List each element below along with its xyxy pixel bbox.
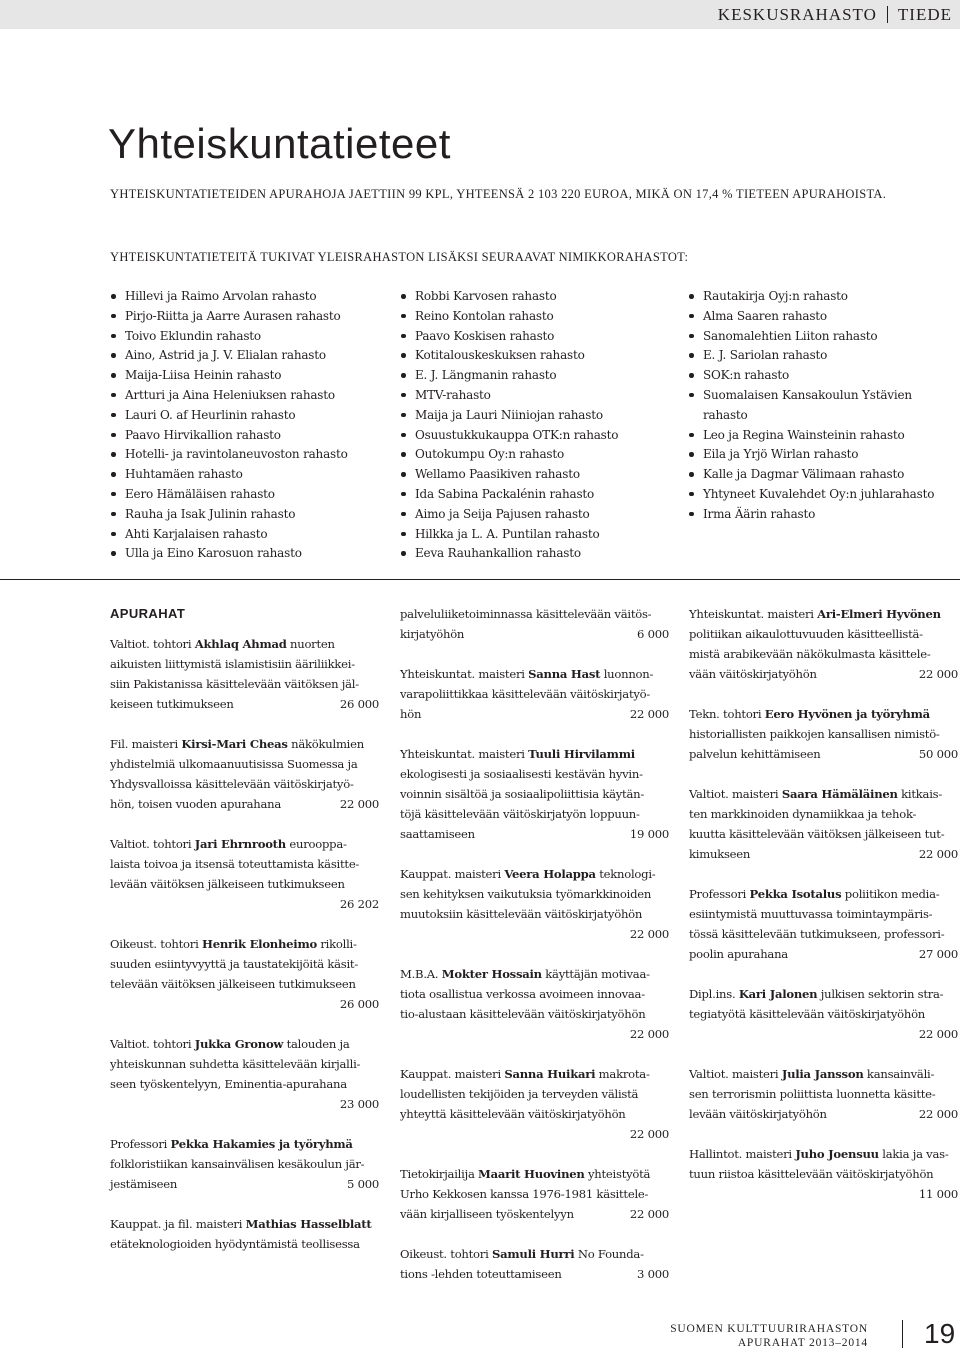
grant-entry — [689, 1144, 958, 1204]
grant-amount: 26 000 — [339, 697, 379, 711]
grant-amount: 22 000 — [629, 1027, 669, 1041]
grant-entry — [110, 734, 379, 814]
grant-title-prefix: M.B.A. — [400, 967, 442, 981]
grant-text: lakia ja vas- — [878, 1147, 949, 1161]
grant-text: politiikan aikaulottuvuuden käsitteellistä- — [689, 627, 923, 641]
fund-item: Aino, Astrid ja J. V. Elialan rahasto — [110, 346, 348, 366]
grant-title-prefix: Hallintot. maisteri — [689, 1147, 796, 1161]
grant-entry — [689, 784, 958, 864]
fund-item: Lauri O. af Heurlinin rahasto — [110, 406, 348, 426]
grant-title-prefix: Tietokirjailija — [400, 1167, 479, 1181]
fund-item: Eero Hämäläisen rahasto — [110, 485, 348, 505]
footer-line-2: APURAHAT 2013–2014 — [737, 1337, 868, 1349]
grant-amount: 22 000 — [629, 1207, 669, 1221]
grant-text: palvelun kehittämiseen — [689, 747, 821, 761]
grant-text: tössä käsittelevään tutkimukseen, professori- — [689, 927, 945, 941]
grant-text: saattamiseen — [400, 827, 475, 841]
grant-text: tions -lehden toteuttamiseen — [400, 1267, 562, 1281]
grant-text: levään väitöskirjatyöhön — [689, 1107, 827, 1121]
grantee-name: Julia Jansson — [781, 1067, 864, 1081]
fund-item: Pirjo-Riitta ja Aarre Aurasen rahasto — [110, 307, 348, 327]
grants-heading: APURAHAT — [110, 606, 186, 621]
fund-item: Kotitalouskeskuksen rahasto — [400, 346, 618, 366]
grant-title-prefix: Dipl.ins. — [689, 987, 739, 1001]
grantee-name: Sanna Huikari — [504, 1067, 596, 1081]
grantee-name: Pekka Hakamies ja työryhmä — [170, 1137, 353, 1151]
fund-item: Toivo Eklundin rahasto — [110, 327, 348, 347]
grant-text: mistä arabikevään näkökulmasta käsittele- — [689, 647, 931, 661]
fund-item: Huhtamäen rahasto — [110, 465, 348, 485]
grantee-name: Veera Holappa — [504, 867, 596, 881]
grant-text: kansainväli- — [863, 1067, 935, 1081]
grant-amount: 22 000 — [629, 707, 669, 721]
grant-amount: 22 000 — [918, 1107, 958, 1121]
grant-amount: 22 000 — [629, 1127, 669, 1141]
grant-title-prefix: Valtiot. tohtori — [110, 1037, 195, 1051]
grant-text: loudellisten tekijöiden ja terveyden välistä — [400, 1087, 639, 1101]
grant-entry — [110, 1134, 379, 1194]
fund-item-line: rahasto — [703, 407, 748, 422]
grant-text: eurooppa- — [285, 837, 347, 851]
grant-title-prefix: Valtiot. maisteri — [689, 1067, 782, 1081]
fund-item: Outokumpu Oy:n rahasto — [400, 445, 618, 465]
grant-amount: 3 000 — [637, 1267, 669, 1281]
grant-text: vään kirjalliseen työskentelyyn — [400, 1207, 574, 1221]
header-section-label — [718, 5, 952, 25]
grant-entry — [689, 604, 958, 684]
grantee-name: Ari-Elmeri Hyvönen — [817, 607, 941, 621]
grantee-name: Mokter Hossain — [441, 967, 542, 981]
fund-item: Paavo Hirvikallion rahasto — [110, 426, 348, 446]
grantee-name: Jari Ehrnrooth — [194, 837, 286, 851]
grantee-name: Juho Joensuu — [795, 1147, 879, 1161]
grantee-name: Akhlaq Ahmad — [194, 637, 287, 651]
grants-column-1 — [110, 604, 379, 1274]
grant-entry — [400, 1244, 669, 1284]
grant-text: makrota- — [595, 1067, 650, 1081]
grant-title-prefix: Yhteiskuntat. maisteri — [689, 607, 818, 621]
footer-divider — [902, 1320, 903, 1348]
fund-item: Hotelli- ja ravintolaneuvoston rahasto — [110, 445, 348, 465]
grant-text: jestämiseen — [110, 1177, 178, 1191]
grant-entry — [110, 934, 379, 1014]
section-divider — [0, 579, 960, 580]
fund-item: E. J. Längmanin rahasto — [400, 366, 618, 386]
grant-text: palveluliiketoiminnassa käsittelevään väitös- — [400, 607, 652, 621]
grant-title-prefix: Fil. maisteri — [110, 737, 182, 751]
grant-text: rikolli- — [316, 937, 357, 951]
fund-item: Hillevi ja Raimo Arvolan rahasto — [110, 287, 348, 307]
funds-column-3 — [688, 287, 934, 525]
fund-item: Hilkka ja L. A. Puntilan rahasto — [400, 525, 618, 545]
fund-item: Rauha ja Isak Julinin rahasto — [110, 505, 348, 525]
grantee-name: Samuli Hurri — [491, 1247, 575, 1261]
grant-title-prefix: Professori — [110, 1137, 171, 1151]
grant-entry — [400, 964, 669, 1044]
grant-amount: 27 000 — [918, 947, 958, 961]
grant-text: yhteiskunnan suhdetta käsittelevään kirjalli- — [110, 1057, 361, 1071]
grant-title-prefix: Oikeust. tohtori — [400, 1247, 492, 1261]
grant-text: kuutta käsittelevään väitöksen jälkeiseen tut- — [689, 827, 945, 841]
fund-item: Rautakirja Oyj:n rahasto — [688, 287, 934, 307]
grant-text: tio-alustaan käsittelevään väitöskirjatyöhön — [400, 1007, 646, 1021]
grant-amount: 11 000 — [918, 1187, 958, 1201]
grant-title-prefix: Oikeust. tohtori — [110, 937, 202, 951]
grant-text: ekologisesti ja sosiaalisesti kestävän hyvin- — [400, 767, 643, 781]
grant-text: muutoksiin käsittelevään väitöskirjatyöhön — [400, 907, 643, 921]
grant-text: historiallisten paikkojen kansallisen nimistö- — [689, 727, 940, 741]
header-section: KESKUSRAHASTO — [717, 5, 877, 24]
funds-column-2 — [400, 287, 618, 564]
grant-text: yhdistelmiä ulkomaanuutisissa Suomessa ja — [110, 757, 358, 771]
fund-item: Sanomalehtien Liiton rahasto — [688, 327, 934, 347]
grant-title-prefix: Tekn. tohtori — [689, 707, 765, 721]
grant-text: laista toivoa ja itsensä toteuttamista käsitte- — [110, 857, 360, 871]
grant-amount: 26 000 — [339, 997, 379, 1011]
fund-item: Kalle ja Dagmar Välimaan rahasto — [688, 465, 934, 485]
fund-item: Reino Kontolan rahasto — [400, 307, 618, 327]
grant-text: käyttäjän motivaa- — [541, 967, 650, 981]
grant-entry — [110, 834, 379, 914]
grant-text: kitkais- — [897, 787, 943, 801]
grant-title-prefix: Kauppat. ja fil. maisteri — [110, 1217, 246, 1231]
fund-item: Paavo Koskisen rahasto — [400, 327, 618, 347]
fund-item-line: Suomalaisen Kansakoulun Ystävien — [703, 387, 912, 402]
grantee-name: Henrik Elonheimo — [201, 937, 317, 951]
grant-text: No Founda- — [574, 1247, 644, 1261]
grant-text: luonnon- — [600, 667, 654, 681]
fund-item: Ulla ja Eino Karosuon rahasto — [110, 544, 348, 564]
grant-text: levään väitöksen jälkeiseen tutkimukseen — [110, 877, 345, 891]
grant-entry — [689, 704, 958, 764]
grant-entry — [110, 1214, 379, 1254]
grant-title-prefix: Kauppat. maisteri — [400, 1067, 505, 1081]
grant-text: nuorten — [286, 637, 335, 651]
grant-text: yhteistyötä — [584, 1167, 651, 1181]
grant-entry — [689, 884, 958, 964]
grantee-name: Pekka Isotalus — [749, 887, 842, 901]
fund-item: Aimo ja Seija Pajusen rahasto — [400, 505, 618, 525]
grant-text: talouden ja — [283, 1037, 350, 1051]
grant-title-prefix: Yhteiskuntat. maisteri — [400, 747, 529, 761]
grant-text: folkloristiikan kansainvälisen kesäkoulun jär- — [110, 1157, 365, 1171]
grant-amount: 22 000 — [629, 927, 669, 941]
grantee-name: Saara Hämäläinen — [781, 787, 898, 801]
grant-title-prefix: Yhteiskuntat. maisteri — [400, 667, 529, 681]
grant-text: töjä käsittelevään väitöskirjatyön loppuun- — [400, 807, 640, 821]
header-divider — [887, 6, 888, 23]
grant-title-prefix: Kauppat. maisteri — [400, 867, 505, 881]
grant-entry — [400, 744, 669, 844]
fund-item: Alma Saaren rahasto — [688, 307, 934, 327]
grant-text: teknologi- — [595, 867, 656, 881]
header-category: TIEDE — [897, 5, 952, 24]
fund-item: Ida Sabina Packalénin rahasto — [400, 485, 618, 505]
grant-text: hön — [400, 707, 422, 721]
fund-item: Irma Äärin rahasto — [688, 505, 934, 525]
grant-amount: 22 000 — [918, 667, 958, 681]
grants-column-2 — [400, 604, 669, 1304]
grant-entry — [689, 1064, 958, 1124]
grant-amount: 26 202 — [339, 897, 379, 911]
grant-text: keiseen tutkimukseen — [110, 697, 234, 711]
grant-title-prefix: Professori — [689, 887, 750, 901]
grant-entry — [400, 1064, 669, 1144]
grant-amount: 6 000 — [637, 627, 669, 641]
grant-title-prefix: Valtiot. tohtori — [110, 837, 195, 851]
footer-publication — [670, 1322, 868, 1350]
fund-item: Leo ja Regina Wainsteinin rahasto — [688, 426, 934, 446]
grant-amount: 19 000 — [629, 827, 669, 841]
page-title: Yhteiskuntatieteet — [108, 120, 451, 167]
grant-text: voinnin sisältöä ja sosiaalipoliittisia käytän- — [400, 787, 645, 801]
fund-item: Robbi Karvosen rahasto — [400, 287, 618, 307]
grant-entry — [110, 634, 379, 714]
grant-amount: 22 000 — [339, 797, 379, 811]
page-number: 19 — [924, 1318, 956, 1349]
fund-item: Eeva Rauhankallion rahasto — [400, 544, 618, 564]
grant-title-prefix: Valtiot. tohtori — [110, 637, 195, 651]
grant-text: poliitikon media- — [841, 887, 940, 901]
grant-entry-continued — [400, 604, 669, 644]
grants-column-3 — [689, 604, 958, 1224]
grant-text: Urho Kekkosen kanssa 1976-1981 käsittele- — [400, 1187, 649, 1201]
fund-item: Maija ja Lauri Niiniojan rahasto — [400, 406, 618, 426]
grant-amount: 22 000 — [918, 847, 958, 861]
grant-text: hön, toisen vuoden apurahana — [110, 797, 282, 811]
grant-amount: 23 000 — [339, 1097, 379, 1111]
summary-line: YHTEISKUNTATIETEIDEN APURAHOJA JAETTIIN 99 KPL, YHTEENSÄ 2 103 220 EUROA, MIKÄ ON 17,4 % TIETEEN APURAHOISTA. — [110, 187, 887, 201]
grantee-name: Sanna Hast — [528, 667, 601, 681]
grant-text: ten markkinoiden dynamiikkaa ja tehok- — [689, 807, 917, 821]
fund-item: SOK:n rahasto — [688, 366, 934, 386]
grant-text: sen kehityksen vaikutuksia työmarkkinoiden — [400, 887, 652, 901]
fund-item: Osuustukkukauppa OTK:n rahasto — [400, 426, 618, 446]
grant-text: Yhdysvalloissa käsittelevään väitöskirjatyö- — [110, 777, 354, 791]
grant-entry — [400, 664, 669, 724]
funds-intro: YHTEISKUNTATIETEITÄ TUKIVAT YLEISRAHASTON LISÄKSI SEURAAVAT NIMIKKORAHASTOT: — [110, 250, 689, 264]
grant-text: kirjatyöhön — [400, 627, 465, 641]
grant-text: etäteknologioiden hyödyntämistä teollisessa — [110, 1237, 360, 1251]
grant-entry — [689, 984, 958, 1044]
grant-amount: 22 000 — [918, 1027, 958, 1041]
grantee-name: Maarit Huovinen — [478, 1167, 585, 1181]
fund-item — [688, 386, 934, 426]
grant-text: siin Pakistanissa käsittelevään väitöksen jäl- — [110, 677, 359, 691]
grant-text: suuden esiintyvyyttä ja taustatekijöitä käsit- — [110, 957, 359, 971]
grant-text: aikuisten liittymistä islamistisiin ääriliikkei- — [110, 657, 355, 671]
page-header — [0, 0, 960, 29]
grantee-name: Kari Jalonen — [738, 987, 818, 1001]
footer-line-1: SUOMEN KULTTUURIRAHASTON — [670, 1323, 868, 1335]
fund-item: E. J. Sariolan rahasto — [688, 346, 934, 366]
fund-item: Maija-Liisa Heinin rahasto — [110, 366, 348, 386]
grant-text: yhteyttä käsittelevään väitöskirjatyöhön — [400, 1107, 626, 1121]
grant-text: tegiatyötä käsittelevään väitöskirjatyöhön — [689, 1007, 926, 1021]
grant-amount: 50 000 — [918, 747, 958, 761]
grant-entry — [400, 1164, 669, 1224]
grant-text: varapoliittikkaa käsittelevään väitöskirjatyö- — [400, 687, 651, 701]
grant-text: kimukseen — [689, 847, 751, 861]
grant-text: tiota osallistua verkossa avoimeen innovaa- — [400, 987, 645, 1001]
fund-item: Artturi ja Aina Heleniuksen rahasto — [110, 386, 348, 406]
grant-text: julkisen sektorin stra- — [817, 987, 944, 1001]
grantee-name: Mathias Hasselblatt — [245, 1217, 372, 1231]
grant-entry — [110, 1034, 379, 1114]
grant-title-prefix: Valtiot. maisteri — [689, 787, 782, 801]
grant-text: poolin apurahana — [689, 947, 788, 961]
grant-entry — [400, 864, 669, 944]
grantee-name: Jukka Gronow — [194, 1037, 284, 1051]
grant-amount: 5 000 — [347, 1177, 379, 1191]
grant-text: näkökulmien — [287, 737, 364, 751]
grant-text: esiintymistä muuttuvassa toimintaympäris- — [689, 907, 933, 921]
fund-item: MTV-rahasto — [400, 386, 618, 406]
grantee-name: Eero Hyvönen ja työryhmä — [764, 707, 930, 721]
grant-text: televään väitöksen jälkeiseen tutkimukseen — [110, 977, 356, 991]
grant-text: seen työskentelyyn, Eminentia-apurahana — [110, 1077, 347, 1091]
fund-item: Ahti Karjalaisen rahasto — [110, 525, 348, 545]
fund-item: Yhtyneet Kuvalehdet Oy:n juhlarahasto — [688, 485, 934, 505]
grant-text: tuun riistoa käsittelevään väitöskirjatyöhön — [689, 1167, 934, 1181]
fund-item: Eila ja Yrjö Wirlan rahasto — [688, 445, 934, 465]
grant-text: vään väitöskirjatyöhön — [689, 667, 817, 681]
grant-text: sen terrorismin poliittista luonnetta käsitte- — [689, 1087, 936, 1101]
fund-item: Wellamo Paasikiven rahasto — [400, 465, 618, 485]
grantee-name: Tuuli Hirvilammi — [528, 747, 635, 761]
funds-column-1 — [110, 287, 348, 564]
grantee-name: Kirsi-Mari Cheas — [181, 737, 288, 751]
